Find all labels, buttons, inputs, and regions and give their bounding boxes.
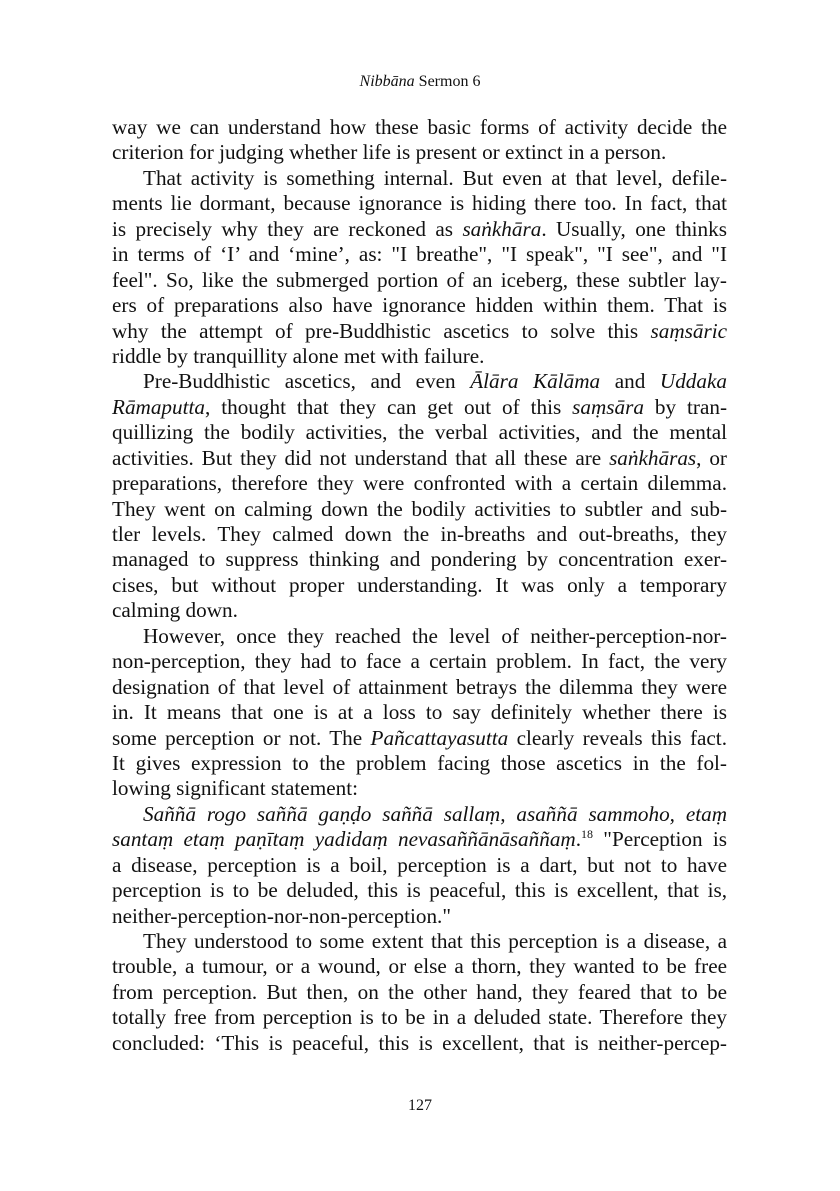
text-run: from perception. But then, on the other hand, they feared that to be — [112, 979, 727, 1004]
text-run: why the attempt of pre-Buddhistic ascetics to solve this — [112, 318, 651, 343]
text-run: a disease, perception is a boil, perception is a dart, but not to have — [112, 852, 727, 877]
italic-term: saṃsāra — [572, 394, 644, 419]
text-line — [112, 522, 727, 547]
text-line — [112, 853, 727, 878]
text-run: tler levels. They calmed down the in-breaths and out-breaths, they — [112, 522, 727, 546]
text-run: ments lie dormant, because ignorance is hiding there too. In fact, that — [112, 191, 727, 216]
text-line — [112, 497, 727, 522]
text-line — [112, 726, 727, 751]
italic-term: saṃsāric — [650, 318, 727, 343]
text-run: They went on calming down the bodily activities to subtler and sub- — [112, 496, 727, 521]
text-line — [112, 217, 727, 242]
text-run: non-perception, they had to face a certain problem. In fact, the very — [112, 649, 727, 674]
text-run: preparations, therefore they were confronted with a certain dilemma. — [112, 471, 727, 496]
text-run: concluded: ‘This is peaceful, this is excellent, that is neither-percep- — [112, 1030, 727, 1055]
text-line — [112, 649, 727, 674]
text-line — [112, 776, 727, 801]
text-line — [112, 191, 727, 216]
text-line — [112, 573, 727, 598]
text-line — [112, 878, 727, 903]
italic-term: Saññā rogo saññā gaṇḍo saññā sallaṃ, asaññā sammoho, etaṃ — [143, 801, 727, 826]
footnote-reference: 18 — [581, 827, 594, 842]
text-run: perception is to be deluded, this is peaceful, this is excellent, that is, — [112, 878, 727, 903]
text-run: quillizing the bodily activities, the verbal activities, and the mental — [112, 420, 727, 445]
text-run: "Perception is — [593, 827, 727, 852]
text-run: They understood to some extent that this perception is a disease, a — [143, 929, 727, 953]
text-line — [112, 598, 727, 623]
text-line — [112, 1005, 727, 1030]
text-run: ers of preparations also have ignorance hidden within them. That is — [112, 293, 727, 318]
text-run: . — [575, 827, 582, 852]
italic-term: Uddaka — [659, 369, 727, 394]
paragraph-first-line — [112, 624, 727, 649]
text-run: by tran- — [643, 394, 727, 419]
text-line — [112, 954, 727, 979]
text-run: , thought that they can get out of this — [205, 394, 573, 419]
text-run: in. It means that one is at a loss to say definitely whether there is — [112, 700, 727, 725]
italic-term: santaṃ etaṃ paṇītaṃ yadidaṃ nevasaññānāsaññaṃ — [112, 827, 576, 852]
text-line — [112, 751, 727, 776]
paragraph-first-line — [112, 929, 727, 954]
text-run: some perception or not. The — [112, 725, 371, 750]
text-run: riddle by tranquillity alone met with failure. — [112, 343, 485, 368]
text-line — [112, 446, 727, 471]
text-line — [112, 827, 727, 852]
text-run: in terms of ‘I’ and ‘mine’, as: "I breathe", "I speak", "I see", and "I — [112, 242, 727, 267]
italic-term: saṅkhāras — [609, 445, 697, 470]
text-line — [112, 904, 727, 929]
text-run: That activity is something internal. But even at that level, defile- — [143, 165, 727, 190]
text-run: clearly reveals this fact. — [508, 725, 727, 750]
page-number: 127 — [408, 1097, 432, 1114]
running-head-rest: Sermon 6 — [414, 73, 481, 90]
text-line — [112, 319, 727, 344]
text-run: managed to suppress thinking and pondering by concentration exer- — [112, 547, 727, 572]
text-run: criterion for judging whether life is present or extinct in a person. — [112, 140, 667, 165]
text-line — [112, 547, 727, 572]
text-run: Pre-Buddhistic ascetics, and even — [143, 369, 471, 394]
text-line — [112, 471, 727, 496]
paragraph-first-line — [112, 166, 727, 191]
text-line — [112, 420, 727, 445]
text-run: is precisely why they are reckoned as — [112, 216, 463, 241]
text-run: lowing significant statement: — [112, 776, 358, 801]
body-text — [112, 115, 727, 1056]
text-line — [112, 980, 727, 1005]
text-run: . Usually, one thinks — [541, 216, 727, 241]
text-run: , or — [696, 445, 727, 470]
running-head-italic: Nibbāna — [359, 73, 415, 90]
italic-term: saṅkhāra — [462, 216, 542, 241]
italic-term: Ālāra Kālāma — [470, 369, 601, 394]
text-run: way we can understand how these basic forms of activity decide the — [112, 115, 727, 139]
text-run: and — [600, 369, 660, 394]
text-line — [112, 268, 727, 293]
text-run: designation of that level of attainment betrays the dilemma they were — [112, 674, 727, 699]
text-run: cises, but without proper understanding. It was only a temporary — [112, 572, 727, 597]
text-line — [112, 675, 727, 700]
text-run: However, once they reached the level of neither-perception-nor- — [143, 623, 727, 648]
text-line — [112, 1031, 727, 1056]
italic-term: Pañcattayasutta — [370, 725, 509, 750]
running-head — [0, 73, 840, 91]
text-line — [112, 700, 727, 725]
text-run: totally free from perception is to be in a deluded state. Therefore they — [112, 1005, 727, 1030]
text-line — [112, 140, 727, 165]
text-run: feel". So, like the submerged portion of an iceberg, these subtler lay- — [112, 267, 727, 292]
text-run: trouble, a tumour, or a wound, or else a thorn, they wanted to be free — [112, 954, 727, 979]
text-run: neither-perception-nor-non-perception." — [112, 903, 451, 928]
text-line — [112, 395, 727, 420]
text-run: calming down. — [112, 598, 238, 623]
text-line — [112, 115, 727, 140]
text-run: It gives expression to the problem facing those ascetics in the fol- — [112, 750, 727, 775]
italic-term: Rāmaputta — [112, 394, 205, 419]
text-line — [112, 293, 727, 318]
text-line — [112, 344, 727, 369]
text-run: activities. But they did not understand that all these are — [112, 445, 610, 470]
paragraph-first-line — [112, 802, 727, 827]
paragraph-first-line — [112, 369, 727, 394]
text-line — [112, 242, 727, 267]
